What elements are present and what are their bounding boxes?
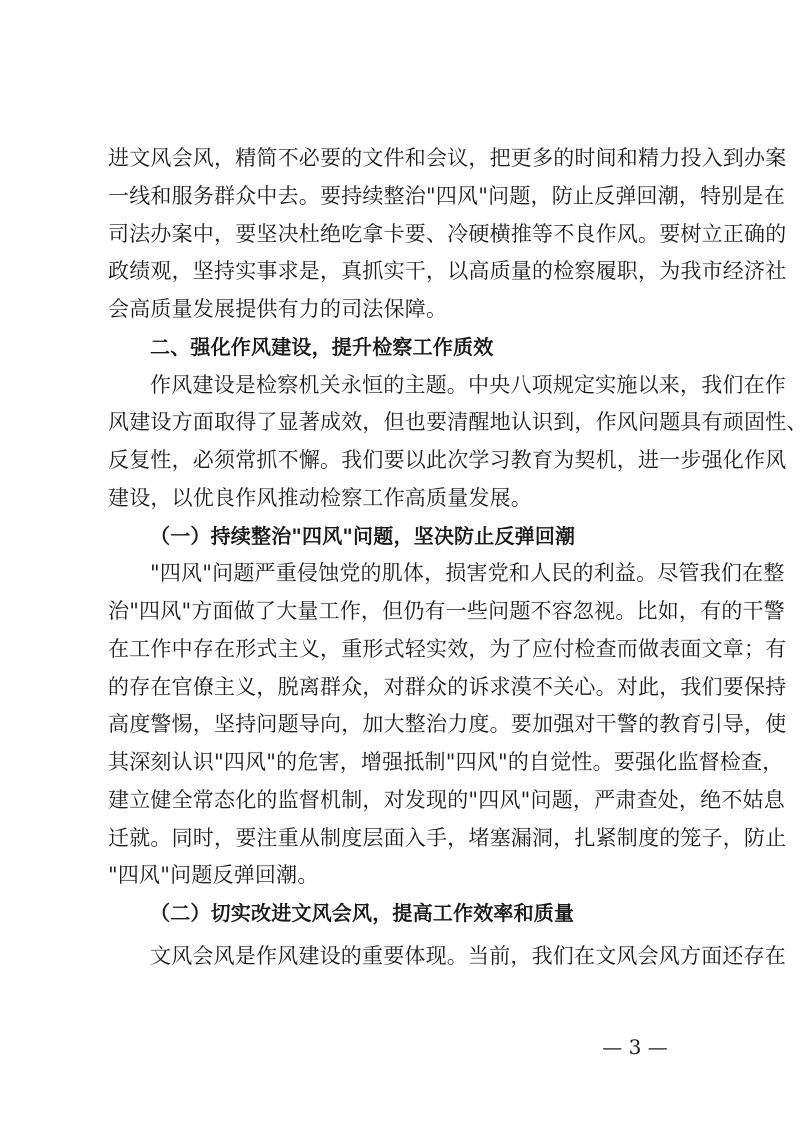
- paragraph-line: 的存在官僚主义，脱离群众，对群众的诉求漠不关心。对此，我们要保持: [108, 675, 787, 699]
- subsection-heading: （一）持续整治"四风"问题，坚决防止反弹回潮: [150, 524, 576, 548]
- paragraph-line: "四风"问题反弹回潮。: [108, 863, 319, 887]
- paragraph-line: 治"四风"方面做了大量工作，但仍有一些问题不容忽视。比如，有的干警: [108, 599, 785, 623]
- subsection-heading: （二）切实改进文风会风，提高工作效率和质量: [150, 901, 575, 925]
- paragraph-line: 迁就。同时，要注重从制度层面入手，堵塞漏洞，扎紧制度的笼子，防止: [108, 826, 787, 850]
- paragraph-line: 高度警惕，坚持问题导向，加大整治力度。要加强对干警的教育引导，使: [108, 712, 787, 736]
- paragraph-line: 进文风会风，精简不必要的文件和会议，把更多的时间和精力投入到办案: [108, 146, 787, 170]
- paragraph-line: 司法办案中，要坚决杜绝吃拿卡要、冷硬横推等不良作风。要树立正确的: [108, 222, 787, 246]
- paragraph-line: 作风建设是检察机关永恒的主题。中央八项规定实施以来，我们在作: [150, 373, 786, 397]
- page-number: — 3 —: [602, 1035, 668, 1059]
- paragraph-line: 建立健全常态化的监督机制，对发现的"四风"问题，严肃查处，绝不姑息: [108, 788, 785, 812]
- paragraph-line: 政绩观，坚持实事求是，真抓实干，以高质量的检察履职，为我市经济社: [108, 259, 787, 283]
- paragraph-line: "四风"问题严重侵蚀党的肌体，损害党和人民的利益。尽管我们在整: [150, 561, 785, 585]
- paragraph-line: 文风会风是作风建设的重要体现。当前，我们在文风会风方面还存在: [150, 944, 786, 968]
- paragraph-line: 在工作中存在形式主义，重形式轻实效，为了应付检查而做表面文章；有: [108, 637, 787, 661]
- paragraph-line: 反复性，必须常抓不懈。我们要以此次学习教育为契机，进一步强化作风: [108, 448, 787, 472]
- paragraph-line: 其深刻认识"四风"的危害，增强抵制"四风"的自觉性。要强化监督检查，: [108, 750, 784, 774]
- paragraph-line: 会高质量发展提供有力的司法保障。: [108, 297, 448, 321]
- paragraph-line: 风建设方面取得了显著成效，但也要清醒地认识到，作风问题具有顽固性、: [108, 410, 808, 434]
- paragraph-line: 一线和服务群众中去。要持续整治"四风"问题，防止反弹回潮，特别是在: [108, 184, 785, 208]
- section-heading: 二、强化作风建设，提升检察工作质效: [150, 335, 494, 359]
- paragraph-line: 建设，以优良作风推动检察工作高质量发展。: [108, 486, 532, 510]
